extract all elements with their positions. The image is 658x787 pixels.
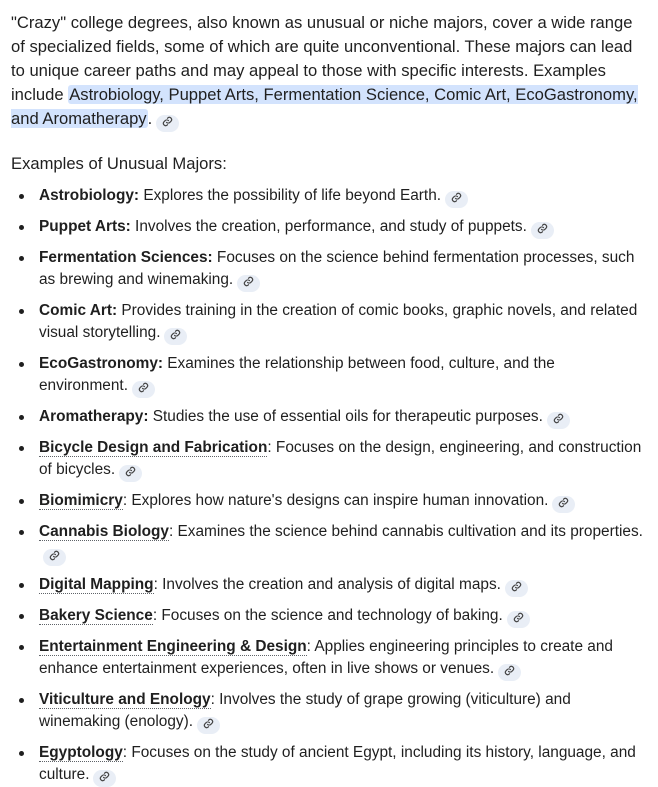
link-icon — [99, 771, 110, 782]
source-chip[interactable] — [507, 611, 530, 628]
list-item — [11, 490, 648, 513]
source-chip[interactable] — [156, 115, 179, 132]
list-item — [11, 300, 648, 345]
list-item — [11, 437, 648, 482]
intro-paragraph — [11, 11, 648, 132]
major-desc: : Explores how nature's designs can inspire human innovation. — [122, 492, 549, 509]
major-term-link[interactable]: Cannabis Biology — [39, 523, 169, 540]
major-desc: : Focuses on the study of ancient Egypt, including its history, language, and culture. — [39, 744, 636, 783]
link-icon — [203, 718, 214, 729]
major-term-link[interactable]: Egyptology — [39, 744, 123, 761]
major-desc: : Applies engineering principles to create and enhance entertainment experiences, often in live shows or venues. — [39, 638, 613, 677]
major-desc: : Focuses on the design, engineering, and construction of bicycles. — [39, 439, 642, 478]
source-chip[interactable] — [498, 664, 521, 681]
link-icon — [504, 665, 515, 676]
list-item — [11, 574, 648, 597]
link-icon — [511, 581, 522, 592]
link-icon — [558, 497, 569, 508]
major-term: Puppet Arts: — [39, 218, 131, 235]
link-icon — [49, 550, 60, 561]
list-item — [11, 185, 648, 208]
major-desc: Examines the relationship between food, culture, and the environment. — [39, 355, 555, 394]
link-icon — [243, 276, 254, 287]
source-chip[interactable] — [552, 496, 575, 513]
major-term: Comic Art: — [39, 302, 118, 319]
source-chip[interactable] — [237, 275, 260, 292]
major-desc: Explores the possibility of life beyond Earth. — [139, 187, 442, 204]
list-item — [11, 216, 648, 239]
list-item — [11, 521, 648, 566]
major-term-link[interactable]: Digital Mapping — [39, 576, 154, 593]
intro-text: "Crazy" college degrees, also known as unusual or niche majors, cover a wide range of specialized fields, some of which are quite unconventional. These majors can lead to unique career paths and may appeal to those with specific interests. Examples include — [11, 13, 633, 104]
major-term-link[interactable]: Entertainment Engineering & Design — [39, 638, 307, 655]
source-chip[interactable] — [93, 770, 116, 787]
source-chip[interactable] — [505, 580, 528, 597]
list-item — [11, 247, 648, 292]
intro-text-end: . — [147, 109, 153, 128]
source-chip[interactable] — [119, 465, 142, 482]
link-icon — [170, 329, 181, 340]
link-icon — [451, 192, 462, 203]
source-chip[interactable] — [197, 717, 220, 734]
major-desc: : Involves the creation and analysis of digital maps. — [153, 576, 501, 593]
source-chip[interactable] — [164, 328, 187, 345]
section-heading: Examples of Unusual Majors: — [11, 154, 227, 173]
link-icon — [553, 413, 564, 424]
source-chip[interactable] — [445, 191, 468, 208]
major-term-link[interactable]: Biomimicry — [39, 492, 123, 509]
major-desc: Provides training in the creation of comic books, graphic novels, and related visual storytelling. — [39, 302, 638, 341]
list-item — [11, 406, 648, 429]
link-icon — [537, 223, 548, 234]
major-desc: : Focuses on the science and technology of baking. — [152, 607, 503, 624]
major-desc: : Examines the science behind cannabis cultivation and its properties. — [168, 523, 643, 540]
list-item — [11, 636, 648, 681]
link-icon — [138, 382, 149, 393]
list-item — [11, 742, 648, 787]
intro-highlight[interactable]: Astrobiology, Puppet Arts, Fermentation Science, Comic Art, EcoGastronomy, and Aromatherapy — [11, 85, 638, 128]
source-chip[interactable] — [531, 222, 554, 239]
major-term: Astrobiology: — [39, 187, 140, 204]
major-term-link[interactable]: Bicycle Design and Fabrication — [39, 439, 268, 456]
list-item — [11, 353, 648, 398]
source-chip[interactable] — [132, 381, 155, 398]
source-chip[interactable] — [43, 549, 66, 566]
major-desc: Involves the creation, performance, and study of puppets. — [130, 218, 527, 235]
major-term: Aromatherapy: — [39, 408, 149, 425]
major-desc: Focuses on the science behind fermentation processes, such as brewing and winemaking. — [39, 249, 635, 288]
majors-list — [11, 185, 648, 787]
link-icon — [513, 612, 524, 623]
list-item — [11, 689, 648, 734]
list-item — [11, 605, 648, 628]
source-chip[interactable] — [547, 412, 570, 429]
link-icon — [162, 116, 173, 127]
major-term: EcoGastronomy: — [39, 355, 164, 372]
major-term-link[interactable]: Viticulture and Enology — [39, 691, 211, 708]
link-icon — [125, 466, 136, 477]
major-desc: Studies the use of essential oils for therapeutic purposes. — [148, 408, 543, 425]
major-term: Fermentation Sciences: — [39, 249, 213, 266]
major-term-link[interactable]: Bakery Science — [39, 607, 153, 624]
major-desc: : Involves the study of grape growing (viticulture) and winemaking (enology). — [39, 691, 571, 730]
